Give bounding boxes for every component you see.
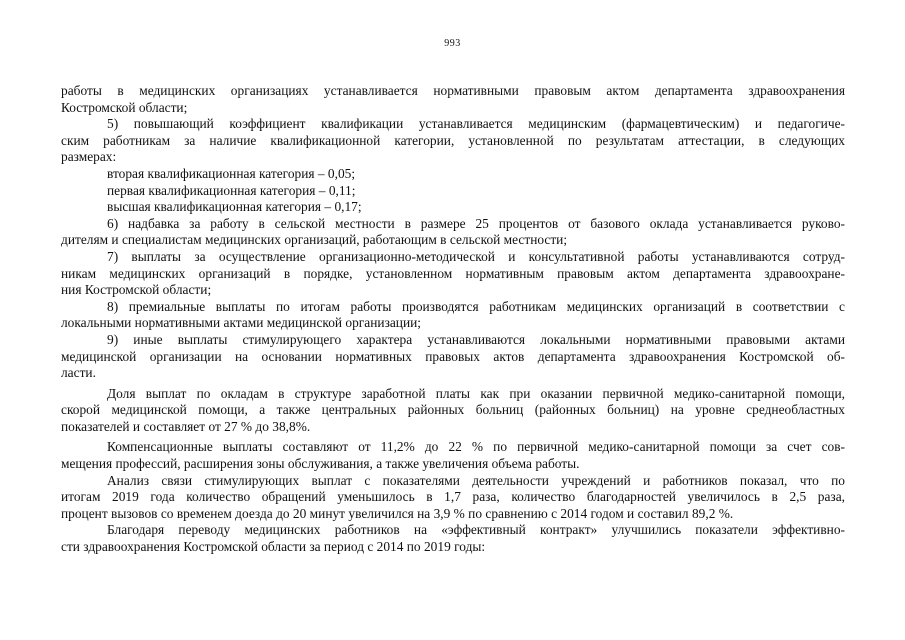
text-line: работы в медицинских организациях устанавливается нормативными правовым актом департамента здравоохранения [61, 83, 845, 98]
text-line: медицинской организации на основании нормативных правовых актов департамента здравоохранения Костромской об- [61, 348, 845, 364]
text-line: процент вызовов со временем доезда до 20 минут увеличился на 3,9 % по сравнению с 2014 годом и составил 89,2 %. [61, 505, 734, 521]
text-line: 6) надбавка за работу в сельской местности в размере 25 процентов от базового оклада устанавливается руково- [107, 215, 845, 231]
text-line: скорой медицинской помощи, а также центральных районных больниц (районных больниц) на уровне среднеобластных [61, 402, 845, 418]
text-line: ласти. [61, 365, 96, 381]
text-line: Компенсационные выплаты составляют от 11,2% до 22 % по первичной медико-санитарной помощи за счет сов- [107, 439, 845, 455]
text-line: высшая квалификационная категория – 0,17; [107, 199, 362, 215]
text-line: первая квалификационная категория – 0,11; [107, 182, 356, 198]
text-line: 5) повышающий коэффициент квалификации устанавливается медицинским (фармацевтическим) и педагогиче- [107, 116, 845, 132]
text-line: локальными нормативными актами медицинской организации; [61, 315, 422, 331]
page-number: 993 [444, 38, 461, 49]
text-line: 7) выплаты за осуществление организационно-методической и консультативной работы устанавливаются сотруд- [107, 248, 845, 264]
text-line: ния Костромской области; [61, 282, 212, 298]
text-line: размерах: [61, 149, 117, 165]
document-body [61, 83, 845, 556]
text-line: 9) иные выплаты стимулирующего характера устанавливаются локальными нормативными правовыми актами [107, 331, 845, 347]
text-line: Благодаря переводу медицинских работников на «эффективный контракт» улучшились показатели эффективно- [107, 522, 845, 538]
text-line: 8) премиальные выплаты по итогам работы производятся работникам медицинских организаций в соответствии с [107, 298, 845, 314]
text-line: вторая квалификационная категория – 0,05; [107, 165, 356, 181]
text-line: никам медицинских организаций в порядке, установленном нормативным правовым актом департамента здравоохране- [61, 265, 845, 281]
text-line: дителям и специалистам медицинских организаций, работающим в сельской местности; [61, 232, 568, 248]
text-line: ским работникам за наличие квалификационной категории, установленной по результатам аттестации, в следующих [61, 132, 845, 148]
text-line: показателей и составляет от 27 % до 38,8%. [61, 418, 311, 434]
text-line: мещения профессий, расширения зоны обслуживания, а также увеличения объема работы. [61, 456, 580, 472]
text-line: итогам 2019 года количество обращений уменьшилось в 1,7 раза, количество благодарностей увеличилось в 2,5 раза, [61, 489, 845, 505]
text-line: Анализ связи стимулирующих выплат с показателями деятельности учреждений и работников показал, что по [107, 472, 845, 488]
text-line: Костромской области; [61, 99, 188, 115]
text-line: сти здравоохранения Костромской области за период с 2014 по 2019 годы: [61, 539, 486, 555]
text-line: Доля выплат по окладам в структуре заработной платы как при оказании первичной медико-санитарной помощи, [107, 385, 845, 401]
